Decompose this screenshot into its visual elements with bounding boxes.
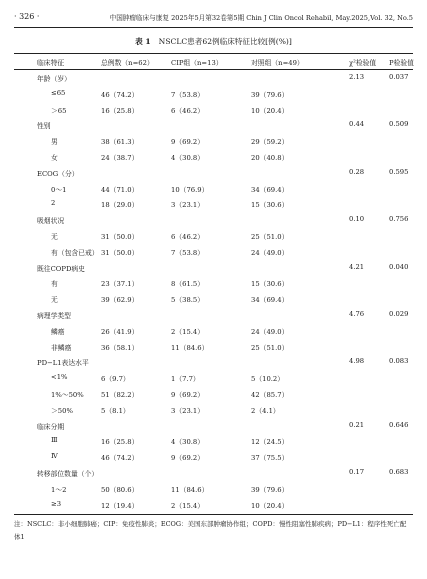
row-control: 25（51.0） <box>251 233 289 241</box>
row-total: 51（82.2） <box>101 391 139 399</box>
row-cip: 9（69.2） <box>171 454 205 463</box>
row-cip: 6（46.2） <box>171 233 205 241</box>
row-control: 12（24.5） <box>251 438 289 447</box>
row-control: 24（49.0） <box>251 327 289 336</box>
row-label: <1% <box>51 373 68 382</box>
row-cip: 11（84.6） <box>171 343 209 352</box>
row-label: 吸烟状况 <box>37 217 65 226</box>
row-control: 39（79.6） <box>251 485 289 494</box>
row-total: 12（19.4） <box>101 501 139 510</box>
row-cip: 7（53.8） <box>171 248 205 257</box>
row-control: 37（75.5） <box>251 454 289 463</box>
row-total: 50（80.6） <box>101 485 139 494</box>
row-total: 31（50.0） <box>101 248 139 257</box>
row-cip: 7（53.8） <box>171 90 205 99</box>
row-control: 15（30.6） <box>251 201 289 210</box>
row-total: 24（38.7） <box>101 154 139 162</box>
table-bottom-rule <box>14 514 413 515</box>
row-cip: 4（30.8） <box>171 154 205 162</box>
row-chi-square: 0.44 <box>349 120 365 129</box>
row-cip: 5（38.5） <box>171 296 205 305</box>
row-control: 42（85.7） <box>251 391 289 399</box>
header-total: 总例数（n=62） <box>101 59 154 67</box>
row-control: 29（59.2） <box>251 138 289 147</box>
row-label: 无 <box>51 233 58 241</box>
row-control: 10（20.4） <box>251 106 289 115</box>
row-control: 39（79.6） <box>251 90 289 99</box>
row-p-value: 0.509 <box>389 120 409 129</box>
row-control: 34（69.4） <box>251 185 289 194</box>
row-p-value: 0.595 <box>389 167 409 176</box>
row-cip: 2（15.4） <box>171 501 205 510</box>
row-chi-square: 0.17 <box>349 468 365 476</box>
row-p-value: 0.029 <box>389 310 409 318</box>
row-cip: 6（46.2） <box>171 106 205 115</box>
row-label: 病理学类型 <box>37 312 71 320</box>
row-p-value: 0.040 <box>389 262 409 271</box>
row-total: 36（58.1） <box>101 343 139 352</box>
row-cip: 3（23.1） <box>171 406 205 415</box>
row-p-value: 0.683 <box>389 468 409 476</box>
table-header-rule <box>14 69 413 70</box>
row-control: 24（49.0） <box>251 248 289 257</box>
row-label: 男 <box>51 138 58 147</box>
row-p-value: 0.037 <box>389 73 409 81</box>
table-number: 表 1 <box>135 37 151 46</box>
row-label: ECOG（分） <box>37 169 79 178</box>
row-label: 无 <box>51 296 58 305</box>
row-total: 31（50.0） <box>101 233 139 241</box>
row-p-value: 0.756 <box>389 215 409 224</box>
row-cip: 9（69.2） <box>171 138 205 147</box>
row-total: 38（61.3） <box>101 138 139 147</box>
row-total: 46（74.2） <box>101 90 139 99</box>
header-control: 对照组（n=49） <box>251 59 304 67</box>
row-chi-square: 0.10 <box>349 215 365 224</box>
row-label: Ⅲ <box>51 436 58 445</box>
row-p-value: 0.646 <box>389 420 409 429</box>
header-feature: 临床特征 <box>37 59 65 67</box>
running-header <box>14 10 413 24</box>
row-control: 34（69.4） <box>251 296 289 305</box>
row-chi-square: 4.76 <box>349 310 365 318</box>
row-total: 16（25.8） <box>101 438 139 447</box>
row-label: 1～2 <box>51 485 67 494</box>
row-total: 5（8.1） <box>101 406 130 415</box>
row-label: PD−L1表达水平 <box>37 359 89 368</box>
row-total: 46（74.2） <box>101 454 139 463</box>
row-label: 鳞癌 <box>51 327 65 336</box>
table-top-rule <box>14 53 413 54</box>
row-cip: 1（7.7） <box>171 375 200 384</box>
row-total: 26（41.9） <box>101 327 139 336</box>
row-label: 既往COPD病史 <box>37 264 85 273</box>
row-cip: 11（84.6） <box>171 485 209 494</box>
row-chi-square: 4.21 <box>349 262 365 271</box>
header-p-value: P检验值 <box>389 59 414 67</box>
row-label: 年龄（岁） <box>37 75 71 83</box>
row-total: 44（71.0） <box>101 185 139 194</box>
row-label: ≤65 <box>51 88 66 97</box>
row-label: 非鳞癌 <box>51 343 72 352</box>
row-cip: 9（69.2） <box>171 391 205 399</box>
row-total: 23（37.1） <box>101 280 139 289</box>
row-label: 性别 <box>37 122 51 131</box>
row-chi-square: 4.98 <box>349 357 365 366</box>
row-cip: 8（61.5） <box>171 280 205 289</box>
row-label: 有 <box>51 280 58 289</box>
row-control: 25（51.0） <box>251 343 289 352</box>
row-label: 1%～50% <box>51 391 84 399</box>
row-label: 转移部位数量（个） <box>37 470 99 478</box>
table-caption <box>0 36 427 47</box>
row-control: 5（10.2） <box>251 375 285 384</box>
row-label: 临床分期 <box>37 422 65 431</box>
row-label: 0～1 <box>51 185 67 194</box>
table-title: NSCLC患者62例临床特征比较[例(%)] <box>158 37 292 46</box>
row-p-value: 0.083 <box>389 357 409 366</box>
row-total: 6（9.7） <box>101 375 130 384</box>
row-chi-square: 2.13 <box>349 73 365 81</box>
row-total: 16（25.8） <box>101 106 139 115</box>
row-label: 2 <box>51 199 56 208</box>
row-label: ＞65 <box>51 106 67 115</box>
journal-running-title: 中国肿瘤临床与康复 2025年5月第32卷第5期 Chin J Clin Oncol Rehabil, May.2025,Vol. 32, No.5 <box>109 14 413 22</box>
page-number: · 326 · <box>14 12 40 21</box>
header-chi-square: χ²检验值 <box>349 59 377 67</box>
row-label: Ⅳ <box>51 452 58 461</box>
row-total: 18（29.0） <box>101 201 139 210</box>
row-chi-square: 0.21 <box>349 420 365 429</box>
row-control: 2（4.1） <box>251 406 280 415</box>
row-chi-square: 0.28 <box>349 167 365 176</box>
row-label: ＞50% <box>51 406 73 415</box>
header-cip: CIP组（n=13） <box>171 59 223 67</box>
row-control: 20（40.8） <box>251 154 289 162</box>
row-control: 15（30.6） <box>251 280 289 289</box>
row-cip: 4（30.8） <box>171 438 205 447</box>
row-cip: 2（15.4） <box>171 327 205 336</box>
row-cip: 3（23.1） <box>171 201 205 210</box>
row-cip: 10（76.9） <box>171 185 209 194</box>
row-control: 10（20.4） <box>251 501 289 510</box>
row-label: 女 <box>51 154 58 162</box>
row-label: 有（包含已戒） <box>51 248 99 257</box>
header-rule <box>14 27 413 28</box>
table-footnote: 注：NSCLC：非小细胞肺癌；CIP：免疫性肺炎；ECOG：美国东部肿瘤协作组；COPD：慢性阻塞性肺疾病；PD−L1：程序性死亡配体1 <box>14 520 407 541</box>
row-total: 39（62.9） <box>101 296 139 305</box>
row-label: ≥3 <box>51 499 62 508</box>
